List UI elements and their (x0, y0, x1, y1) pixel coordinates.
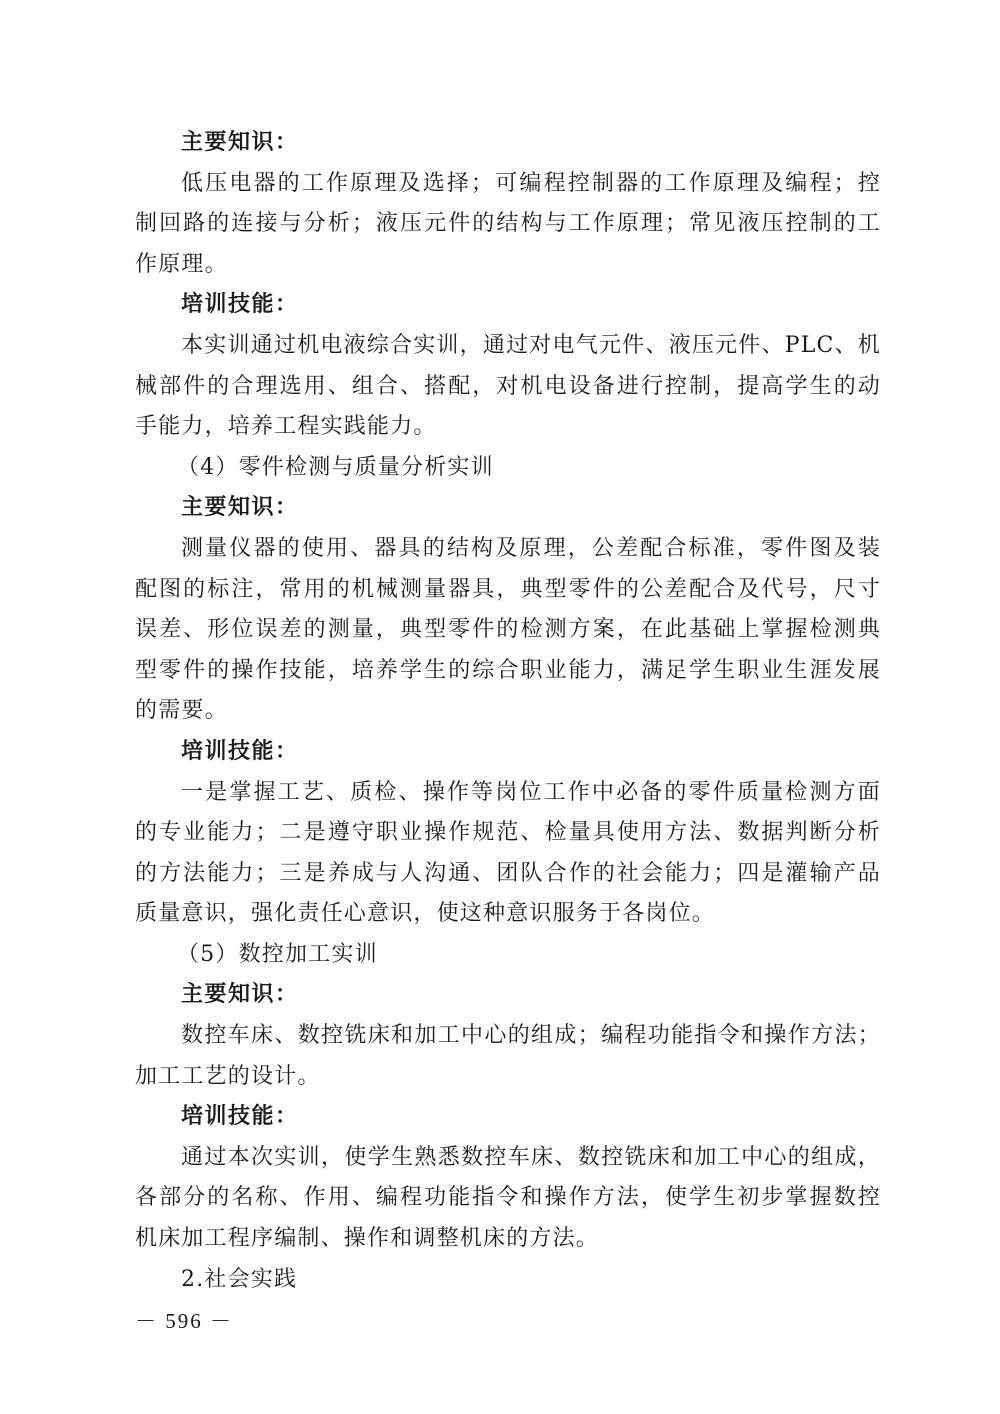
skills-text: 通过本次实训，使学生熟悉数控车床、数控铣床和加工中心的组成， (181, 1144, 881, 1170)
skills-text: 本实训通过机电液综合实训，通过对电气元件、液压元件、PLC、机 (181, 332, 881, 358)
knowledge-text: 的需要。 (135, 698, 228, 724)
document-body (135, 123, 881, 1300)
knowledge-text: 低压电器的工作原理及选择；可编程控制器的工作原理及编程；控 (181, 170, 881, 196)
skills-heading: 培训技能： (181, 292, 299, 318)
skills-heading: 培训技能： (181, 1104, 299, 1130)
knowledge-text: 误差、形位误差的测量，典型零件的检测方案，在此基础上掌握检测典 (135, 617, 881, 643)
section-title: （5）数控加工实训 (177, 941, 378, 967)
knowledge-text: 型零件的操作技能，培养学生的综合职业能力，满足学生职业生涯发展 (135, 657, 881, 683)
skills-text: 的专业能力；二是遵守职业操作规范、检量具使用方法、数据判断分析 (135, 820, 881, 846)
knowledge-text: 制回路的连接与分析；液压元件的结构与工作原理；常见液压控制的工 (135, 211, 881, 237)
knowledge-heading: 主要知识： (181, 982, 299, 1008)
skills-text: 质量意识，强化责任心意识，使这种意识服务于各岗位。 (135, 901, 716, 927)
skills-text: 的方法能力；三是养成与人沟通、团队合作的社会能力；四是灌输产品 (135, 860, 881, 886)
knowledge-heading: 主要知识： (181, 130, 299, 155)
knowledge-text: 数控车床、数控铣床和加工中心的组成；编程功能指令和操作方法； (181, 1023, 881, 1049)
section-title: （4）零件检测与质量分析实训 (177, 454, 494, 480)
skills-text: 手能力，培养工程实践能力。 (135, 414, 437, 440)
skills-text: 各部分的名称、作用、编程功能指令和操作方法，使学生初步掌握数控 (135, 1185, 881, 1211)
skills-text: 机床加工程序编制、操作和调整机床的方法。 (135, 1226, 600, 1252)
skills-heading: 培训技能： (181, 738, 299, 764)
subsection-heading: 2.社会实践 (181, 1266, 298, 1292)
knowledge-heading: 主要知识： (181, 495, 299, 521)
knowledge-text: 加工工艺的设计。 (135, 1063, 321, 1089)
skills-text: 械部件的合理选用、组合、搭配，对机电设备进行控制，提高学生的动 (135, 373, 881, 399)
skills-text: 一是掌握工艺、质检、操作等岗位工作中必备的零件质量检测方面 (181, 779, 881, 805)
page-number: － 596 － (135, 1309, 233, 1333)
knowledge-text: 配图的标注，常用的机械测量器具，典型零件的公差配合及代号，尺寸 (135, 576, 881, 602)
knowledge-text: 测量仪器的使用、器具的结构及原理，公差配合标准，零件图及装 (181, 535, 881, 561)
knowledge-text: 作原理。 (135, 251, 228, 277)
